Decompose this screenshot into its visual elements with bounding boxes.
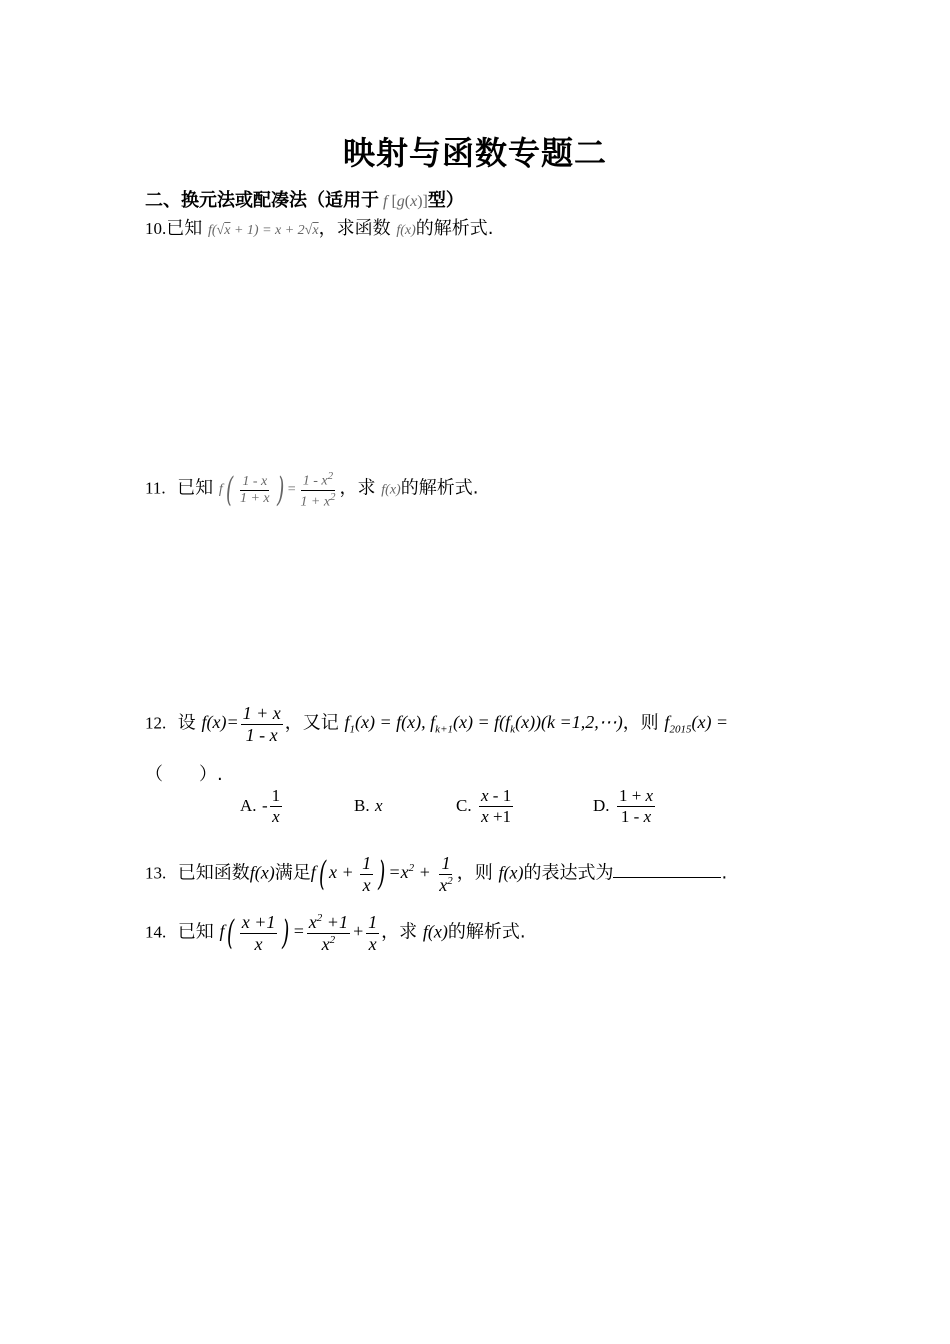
option-b: B. x [354, 796, 383, 815]
formula: $f_{2015}(x)$ = [664, 712, 729, 736]
question-text: ，求 [339, 477, 376, 499]
formula: f( $\frac{x +1}{x}$ ) = $\frac{x^2 +1}{x^2}$ + $\frac{1}{x}$ [219, 912, 378, 954]
page-title: 映射与函数专题二 [342, 134, 607, 172]
section-suffix: 型） [427, 190, 464, 211]
option-c: C. $\frac{x - 1}{x +1}$ [456, 786, 512, 826]
formula: $f_1(x) = f(x)$, $f_{k+1}(x) = f(f_k(x))(k$ =1,2,⋯) [344, 712, 623, 736]
question-number: 14. [145, 922, 167, 942]
question-number: 12. [145, 713, 167, 733]
option-label: D. [593, 796, 610, 816]
question-text: 设 [177, 712, 196, 734]
question-13: 13. 已知函数f(x)满足f( x + $\frac{1}{x}$ ) $=x^2$ + $\frac{1}{x^2}$ ，则 f(x)的表达式为 . [145, 853, 728, 895]
question-text: 的解析式. [447, 921, 526, 943]
question-12 [145, 703, 728, 745]
question-number: 11. [145, 478, 166, 498]
question-text: 的表达式为 [523, 862, 614, 884]
question-text: 已知 [177, 921, 214, 943]
option-label: B. [354, 796, 370, 815]
question-text: ，则 [456, 862, 493, 884]
option-label: A. [240, 796, 257, 816]
question-14: 14. 已知 f( $\frac{x +1}{x}$ ) = $\frac{x^2 +1}{x^2}$ + $\frac{1}{x}$ ，求 f(x)的解析式. [145, 912, 526, 954]
question-12-bracket: （ ）. [145, 764, 223, 785]
question-text: ，则 [622, 712, 659, 734]
formula: f( $\frac{1 - x}{1 + x}$ ) = $\frac{1 - x^2}{1 + x^2}$ [218, 470, 336, 511]
question-text: 满足 [274, 862, 311, 884]
formula: f( x + $\frac{1}{x}$ ) $=x^2$ + $\frac{1}{x^2}$ [310, 853, 453, 895]
option-d: D. $\frac{1 + x}{1 - x}$ [593, 786, 654, 826]
question-text: 已知 [166, 218, 203, 239]
answer-blank[interactable] [613, 863, 721, 878]
question-text: . [721, 862, 728, 884]
formula: f(x)= $\frac{1 + x}{1 - x}$ [201, 703, 281, 745]
question-text: 的解析式. [400, 477, 479, 499]
question-text: ，求函数 [318, 218, 391, 239]
option-a: A. - $\frac{1}{x}$ [240, 786, 281, 826]
question-number: 10. [145, 219, 167, 238]
question-text: 已知函数 [177, 862, 250, 884]
option-label: C. [456, 796, 472, 816]
question-11: 11. 已知 f( $\frac{1 - x}{1 + x}$ ) = $\frac{1 - x^2}{1 + x^2}$ ，求 f(x)的解析式. [145, 470, 479, 511]
question-number: 13. [145, 863, 167, 883]
question-text: ，求 [381, 921, 418, 943]
question-text: 已知 [177, 477, 214, 499]
question-text: 的解析式. [415, 218, 494, 239]
formula: f(√x + 1) = x + 2√x [207, 223, 319, 238]
section-label: 二、换元法或配凑法（适用于 [145, 190, 379, 211]
question-text: ，又记 [284, 712, 339, 734]
section-heading: 二、换元法或配凑法（适用于 f [g(x)]型） [145, 190, 464, 211]
question-10: 10.已知 f(√x + 1) = x + 2√x，求函数 f(x)的解析式. [145, 218, 494, 239]
